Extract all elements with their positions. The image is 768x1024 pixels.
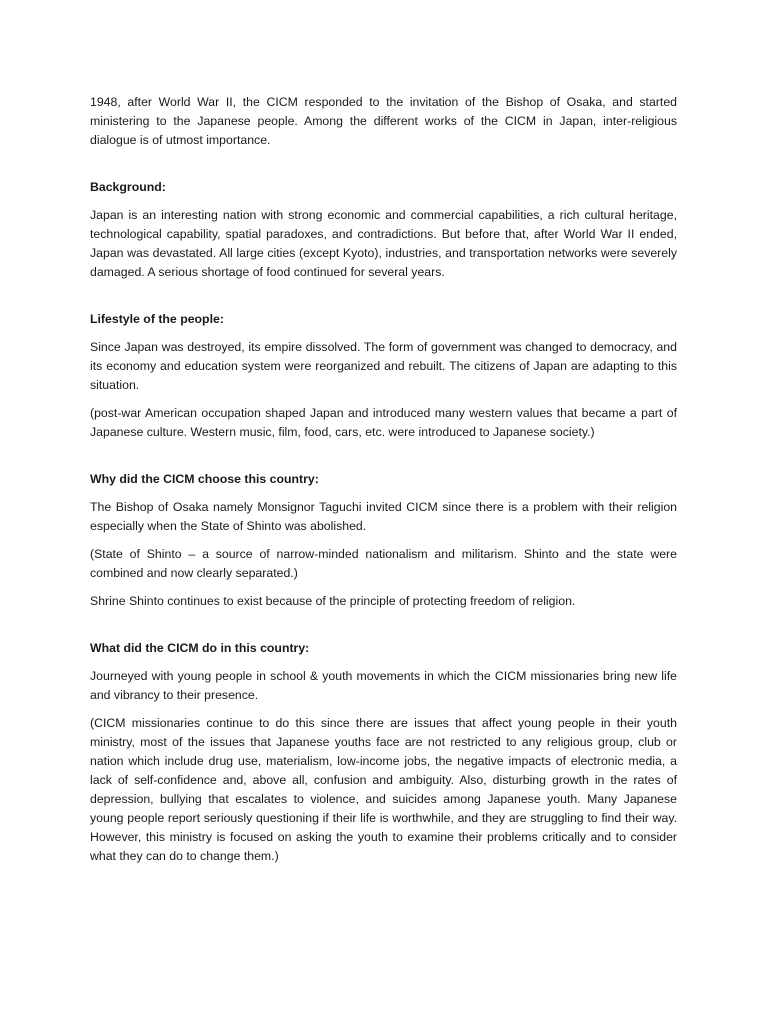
document-page: [90, 93, 677, 875]
why-paragraph: The Bishop of Osaka namely Monsignor Taguchi invited CICM since there is a problem with their religion especially when the State of Shinto was abolished.: [90, 500, 677, 533]
section-gap: [90, 620, 677, 639]
what-paragraph: Journeyed with young people in school & youth movements in which the CICM missionaries bring new life and vibrancy to their presence.: [90, 669, 677, 702]
lifestyle-paragraph: Since Japan was destroyed, its empire dissolved. The form of government was changed to democracy, and its economy and education system were reorganized and rebuilt. The citizens of Japan are adapting to this situation.: [90, 340, 677, 392]
section-gap: [90, 291, 677, 310]
what-paragraph: (CICM missionaries continue to do this since there are issues that affect young people in their youth ministry, most of the issues that Japanese youths face are not restricted to any religious group, club or nation which include drug use, materialism, low-income jobs, the negative impacts of electronic media, a lack of self-confidence and, above all, confusion and ambiguity. Also, disturbing growth in the rates of depression, bullying that escalates to violence, and suicides among Japanese youth. Many Japanese young people report seriously questioning if their life is worthwhile, and they are struggling to find their way. However, this ministry is focused on asking the youth to examine their problems critically and to consider what they can do to change them.): [90, 716, 677, 863]
what-heading: What did the CICM do in this country:: [90, 641, 310, 655]
why-heading: Why did the CICM choose this country:: [90, 472, 319, 486]
why-paragraph: Shrine Shinto continues to exist because of the principle of protecting freedom of religion.: [90, 594, 576, 608]
section-gap: [90, 451, 677, 470]
why-paragraph: (State of Shinto – a source of narrow-minded nationalism and militarism. Shinto and the state were combined and now clearly separated.): [90, 547, 677, 580]
section-gap: [90, 159, 677, 178]
background-paragraph: Japan is an interesting nation with strong economic and commercial capabilities, a rich cultural heritage, technological capability, spatial paradoxes, and contradictions. But before that, after World War II ended, Japan was devastated. All large cities (except Kyoto), industries, and transportation networks were severely damaged. A serious shortage of food continued for several years.: [90, 208, 677, 279]
background-heading: Background:: [90, 180, 166, 194]
lifestyle-heading: Lifestyle of the people:: [90, 312, 224, 326]
intro-paragraph: 1948, after World War II, the CICM responded to the invitation of the Bishop of Osaka, and started ministering to the Japanese people. Among the different works of the CICM in Japan, inter-religious dialogue is of utmost importance.: [90, 95, 677, 147]
lifestyle-paragraph: (post-war American occupation shaped Japan and introduced many western values that became a part of Japanese culture. Western music, film, food, cars, etc. were introduced to Japanese society.): [90, 406, 677, 439]
